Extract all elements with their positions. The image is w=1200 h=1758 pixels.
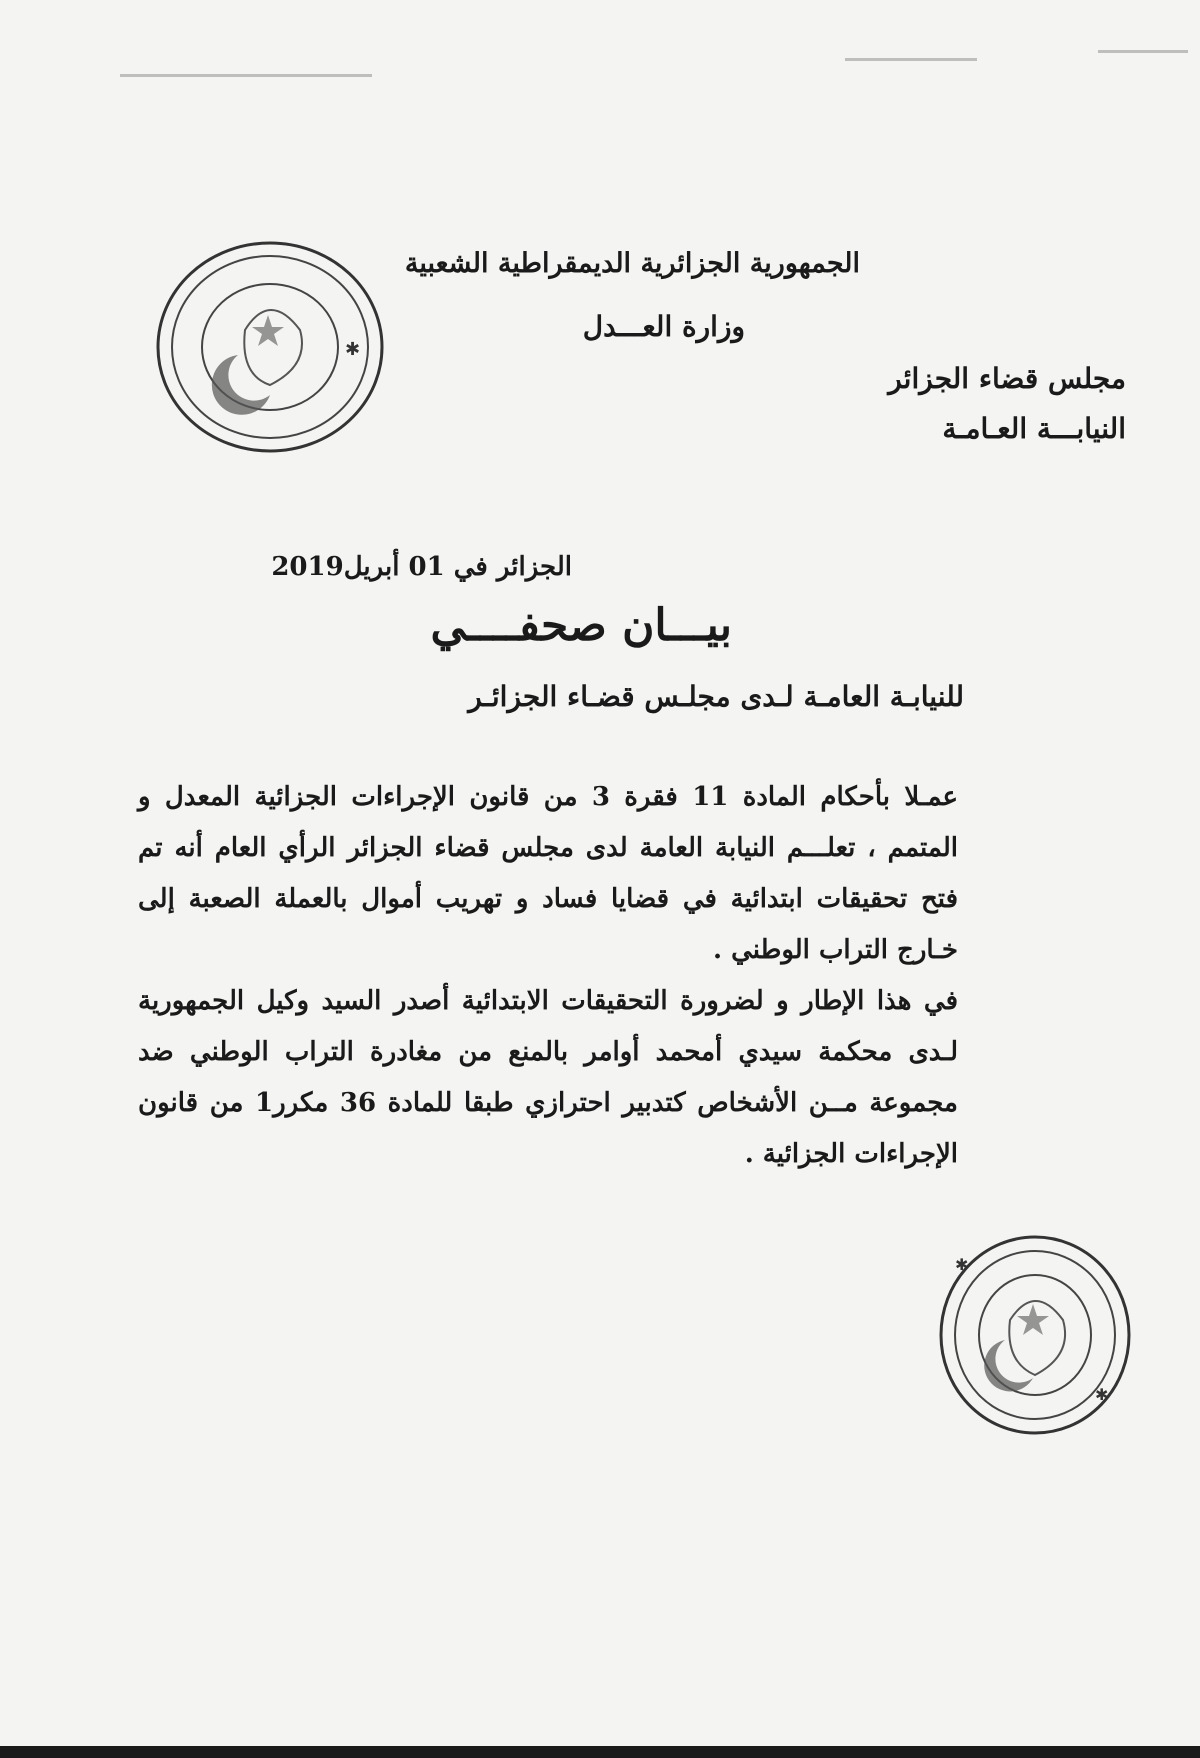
svg-text:✱: ✱ xyxy=(345,339,361,360)
council-name: مجلس قضاء الجزائر xyxy=(888,362,1126,395)
ministry-name: وزارة العـــدل xyxy=(582,310,745,343)
scan-header-line-middle xyxy=(845,58,977,61)
official-seal-top xyxy=(150,235,390,460)
body-paragraph-2: في هذا الإطار و لضرورة التحقيقات الابتدائية أصدر السيد وكيل الجمهورية لـدى محكمة سيدي أمحمد أوامر بالمنع من مغادرة التراب الوطني ضد مجموعة مــن الأشخاص كتدبير احترازي طبقا للمادة 36 مكرر1 من قانون الإجراءات الجزائية . xyxy=(138,986,958,1169)
svg-text:✱: ✱ xyxy=(1095,1385,1109,1404)
svg-text:✱: ✱ xyxy=(955,1255,969,1274)
scan-bottom-edge xyxy=(0,1746,1200,1758)
document-date: الجزائر في 01 أبريل2019 xyxy=(271,552,572,582)
prosecution-name: النيابـــة العـامـة xyxy=(942,412,1126,445)
body-paragraph-1: عمـلا بأحكام المادة 11 فقرة 3 من قانون الإجراءات الجزائية المعدل و المتمم ، تعلـــم النيابة العامة لدى مجلس قضاء الجزائر الرأي العام أنه تم فتح تحقيقات ابتدائية في قضايا فساد و تهريب أموال بالعملة الصعبة إلى خـارج التراب الوطني . xyxy=(138,782,959,965)
scan-header-line-left xyxy=(120,74,372,77)
statement-subtitle: للنيابـة العامـة لـدى مجلـس قضـاء الجزائـر xyxy=(468,680,964,713)
scan-header-line-right xyxy=(1098,50,1188,53)
republic-title: الجمهورية الجزائرية الديمقراطية الشعبية xyxy=(404,248,860,279)
statement-title: بيـــان صحفــــي xyxy=(430,600,732,651)
statement-body xyxy=(138,772,1068,1180)
official-seal-bottom xyxy=(935,1230,1135,1440)
